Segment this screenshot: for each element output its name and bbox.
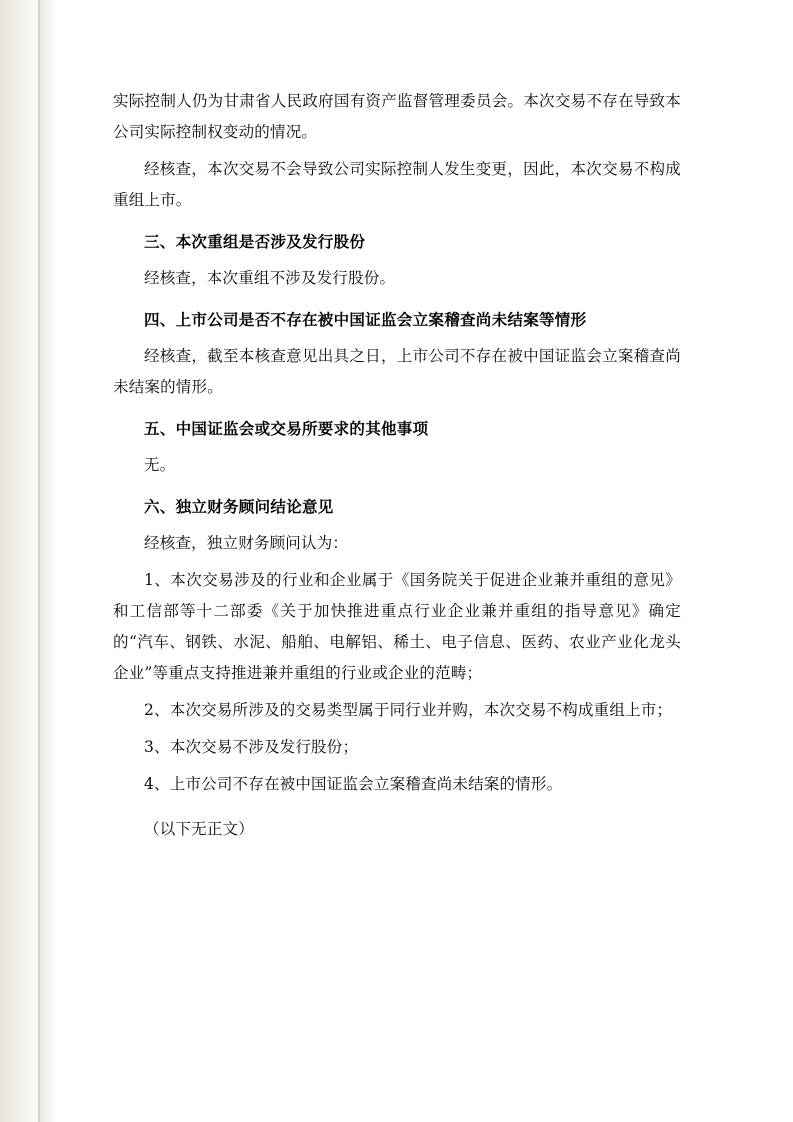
paragraph: 3、本次交易不涉及发行股份； <box>144 738 359 756</box>
paragraph-gap <box>113 216 681 226</box>
section-heading: 四、上市公司是否不存在被中国证监会立案稽查尚未结案等情形 <box>144 310 587 329</box>
paragraph: 经核查，截至本核查意见出具之日，上市公司不存在被中国证监会立案稽查尚未结案的情形。 <box>113 347 681 396</box>
paragraph: 实际控制人仍为甘肃省人民政府国有资产监督管理委员会。本次交易不存在导致本公司实际控制权变动的情况。 <box>113 92 681 141</box>
section-heading: 五、中国证监会或交易所要求的其他事项 <box>144 419 429 438</box>
closing-note: （以下无正文） <box>144 820 254 838</box>
paragraph: 经核查，本次交易不会导致公司实际控制人发生变更，因此，本次交易不构成重组上市。 <box>113 160 681 209</box>
paragraph: 无。 <box>144 456 176 474</box>
document-body <box>113 86 681 845</box>
book-spine-shadow <box>40 0 56 1122</box>
book-spine-decoration <box>0 0 40 1122</box>
paragraph: 1、本次交易涉及的行业和企业属于《国务院关于促进企业兼并重组的意见》和工信部等十二部委《关于加快推进重点行业企业兼并重组的指导意见》确定的“汽车、钢铁、水泥、船舶、电解铝、稀土、电子信息、医药、农业产业化龙头企业”等重点支持推进兼并重组的行业或企业的范畴； <box>113 571 681 682</box>
paragraph-gap <box>113 403 681 413</box>
section-heading: 六、独立财务顾问结论意见 <box>144 497 334 516</box>
paragraph-gap <box>113 481 681 491</box>
paragraph-gap <box>113 294 681 304</box>
paragraph: 4、上市公司不存在被中国证监会立案稽查尚未结案的情形。 <box>144 775 563 793</box>
paragraph-gap <box>113 800 681 814</box>
paragraph: 2、本次交易所涉及的交易类型属于同行业并购，本次交易不构成重组上市； <box>144 701 673 719</box>
paragraph: 经核查，独立财务顾问认为： <box>144 534 349 552</box>
paragraph: 经核查，本次重组不涉及发行股份。 <box>144 269 396 287</box>
section-heading: 三、本次重组是否涉及发行股份 <box>144 232 366 251</box>
